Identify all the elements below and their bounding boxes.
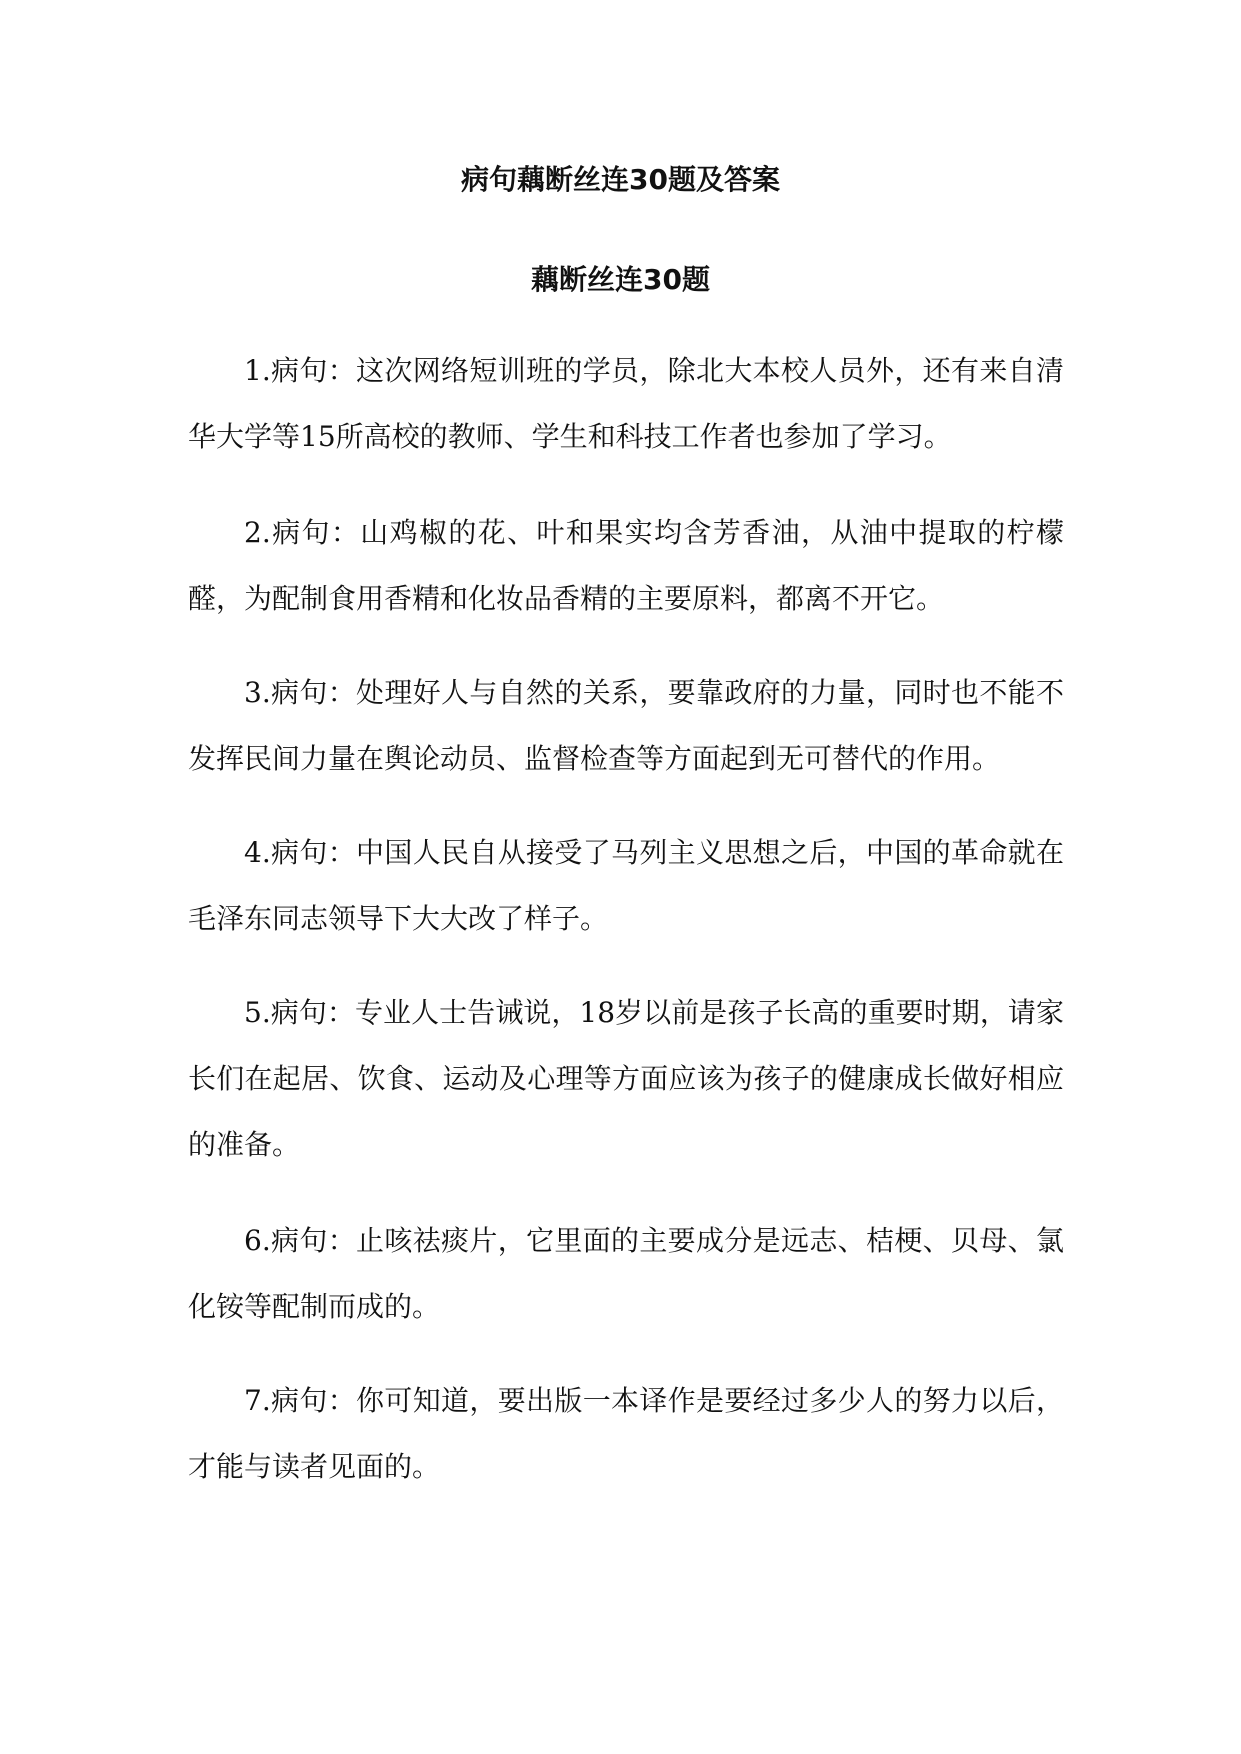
question-label: 病句： xyxy=(270,1224,357,1257)
question-text: 你可知道，要出版一本译作是要经过多少人的努力以后，才能与读者见面的。 xyxy=(188,1384,1064,1483)
question-label: 病句： xyxy=(270,676,357,709)
question-text: 山鸡椒的花、叶和果实均含芳香油，从油中提取的柠檬醛，为配制食用香精和化妆品香精的主要原料，都离不开它。 xyxy=(188,516,1064,615)
question-number: 2. xyxy=(244,516,271,549)
question-number: 5. xyxy=(244,996,271,1029)
question-text: 处理好人与自然的关系，要靠政府的力量，同时也不能不发挥民间力量在舆论动员、监督检查等方面起到无可替代的作用。 xyxy=(188,676,1064,775)
question-label: 病句： xyxy=(270,354,357,387)
question-text: 中国人民自从接受了马列主义思想之后，中国的革命就在毛泽东同志领导下大大改了样子。 xyxy=(188,836,1064,935)
question-1 xyxy=(188,338,1064,470)
question-3 xyxy=(188,660,1064,792)
question-number: 1. xyxy=(244,354,271,387)
question-label: 病句： xyxy=(270,996,355,1029)
question-label: 病句： xyxy=(270,1384,357,1417)
question-2 xyxy=(188,500,1064,632)
question-text: 止咳祛痰片，它里面的主要成分是远志、桔梗、贝母、氯化铵等配制而成的。 xyxy=(188,1224,1064,1323)
question-6 xyxy=(188,1208,1064,1340)
question-label: 病句： xyxy=(270,516,361,549)
question-number: 4. xyxy=(244,836,271,869)
question-4 xyxy=(188,820,1064,952)
question-number: 6. xyxy=(244,1224,271,1257)
question-number: 3. xyxy=(244,676,271,709)
question-text: 这次网络短训班的学员，除北大本校人员外，还有来自清华大学等15所高校的教师、学生和科技工作者也参加了学习。 xyxy=(188,354,1064,453)
question-7 xyxy=(188,1368,1064,1500)
question-5 xyxy=(188,980,1064,1178)
document-title: 病句藕断丝连30题及答案 xyxy=(461,163,780,196)
question-label: 病句： xyxy=(270,836,357,869)
document-subtitle: 藕断丝连30题 xyxy=(531,263,710,296)
question-text: 专业人士告诫说，18岁以前是孩子长高的重要时期，请家长们在起居、饮食、运动及心理等方面应该为孩子的健康成长做好相应的准备。 xyxy=(188,996,1064,1161)
question-number: 7. xyxy=(244,1384,271,1417)
